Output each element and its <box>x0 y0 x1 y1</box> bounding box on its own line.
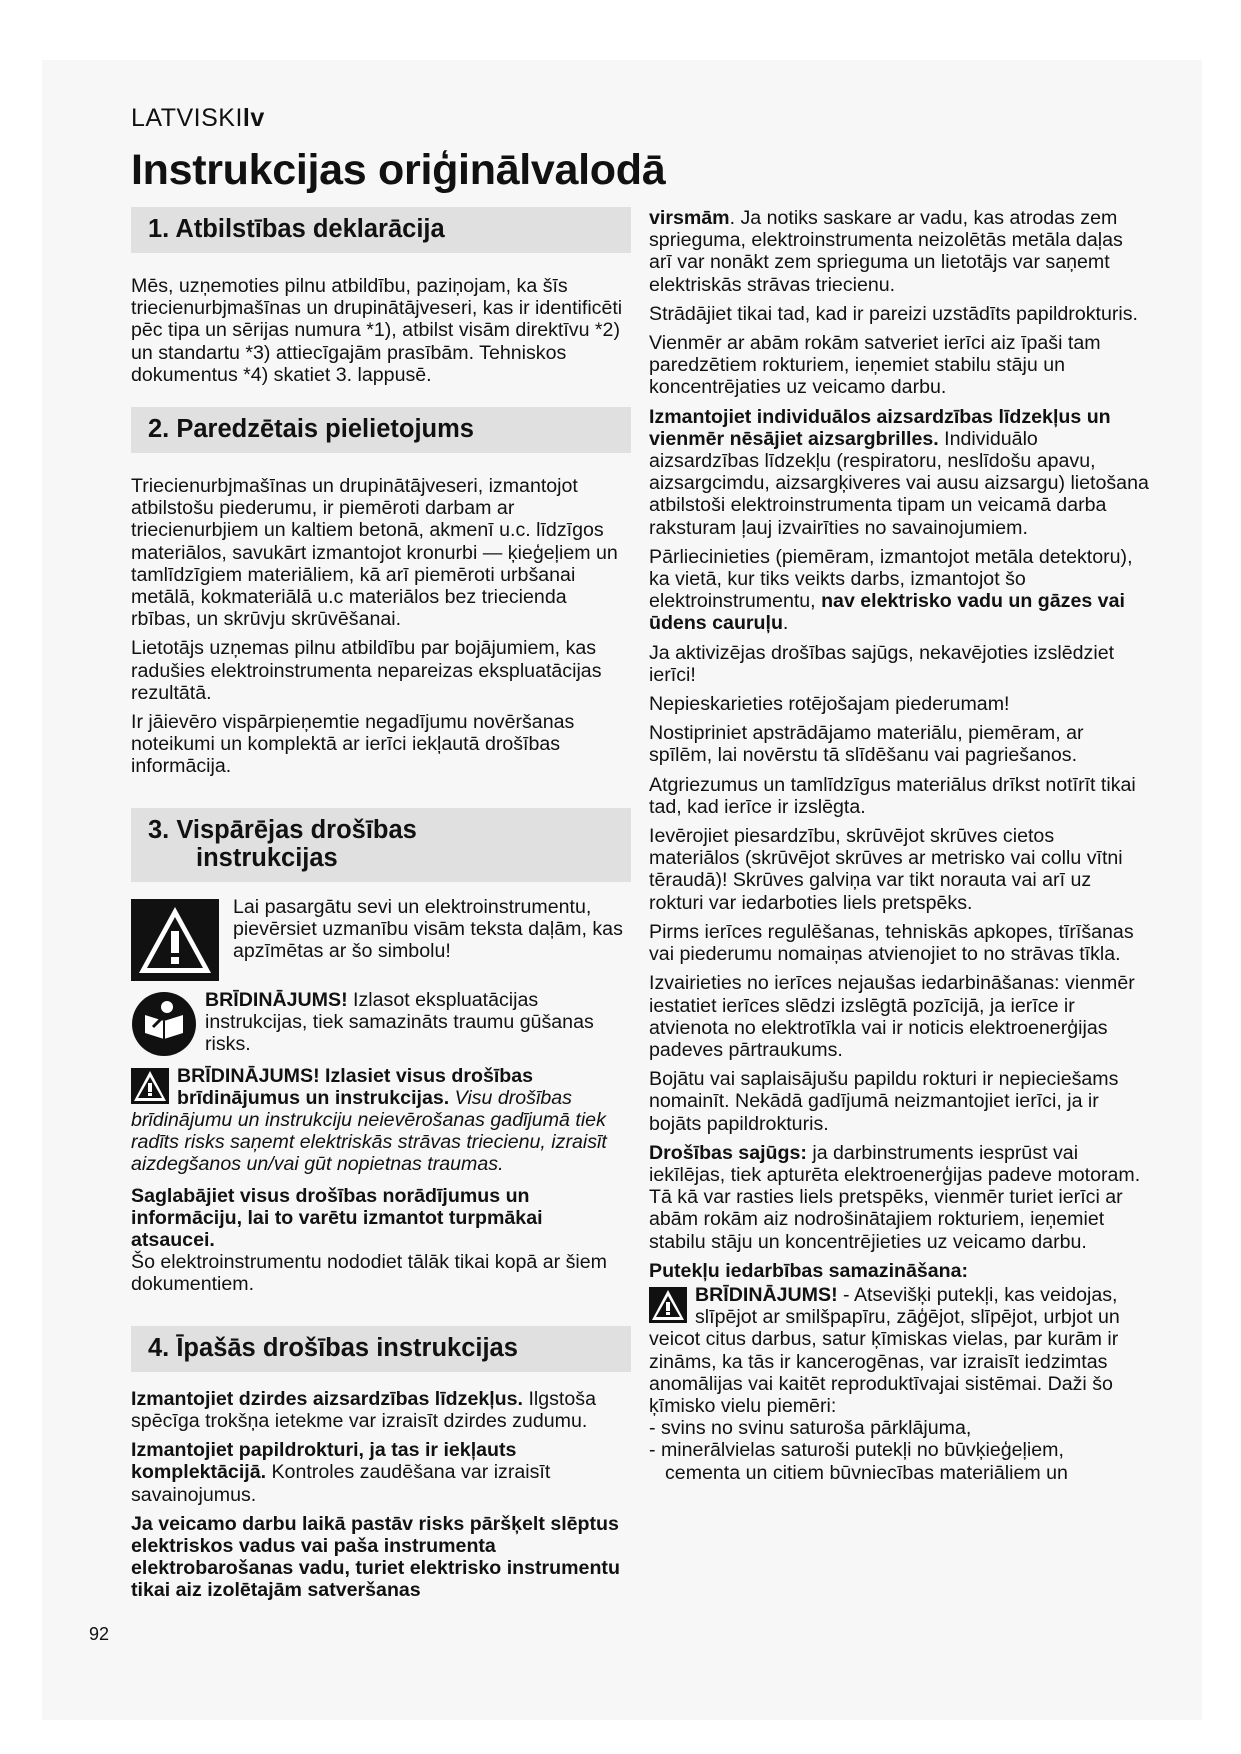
paragraph: Strādājiet tikai tad, kad ir pareizi uzstādīts papildrokturis. <box>649 302 1138 325</box>
page-number: 92 <box>89 1624 110 1644</box>
warning-text: Visu drošības brīdinājumu un instrukciju neievērošanas gadījumā tiek radīts risks saņemt elektriskās strāvas triecienu, izraisīt aizdegšanos un/vai gūt nopietnas traumas. <box>131 1086 607 1176</box>
warning-label: BRĪDINĀJUMS! <box>695 1283 838 1306</box>
paragraph: Bojātu vai saplaisājušu papildu rokturi ir nepieciešams nomainīt. Nekādā gadījumā neizmantojiet ierīci, ja ir bojāts papildrokturis. <box>649 1068 1119 1135</box>
paragraph: Lietotājs uzņemas pilnu atbildību par bojājumiem, kas radušies elektroinstrumenta nepareizas ekspluatācijas rezultātā. <box>131 637 602 704</box>
language-header: LATVISKIlv <box>131 104 265 132</box>
paragraph: Vienmēr ar abām rokām satveriet ierīci aiz īpaši tam paredzētiem rokturiem, ieņemiet stabilu stāju un koncentrējaties uz veicamo darbu. <box>649 332 1101 399</box>
list-item: - svins no svinu saturoša pārklājuma, <box>649 1417 972 1440</box>
right-column <box>649 207 1149 1484</box>
paragraph: Ja veicamo darbu laikā pastāv risks pāršķelt slēptus elektriskos vadus vai paša instrumenta elektrobarošanas vadu, turiet elektrisko instrumentu tikai aiz izolētajām satveršanas <box>131 1512 620 1602</box>
section-heading-1: 1. Atbilstības deklarācija <box>131 207 631 253</box>
warning-triangle-icon <box>131 899 219 981</box>
paragraph: Ievērojiet piesardzību, skrūvējot skrūves cietos materiālos (skrūvējot skrūves ar metrisko vai collu vītni tēraudā)! Skrūves galviņa var tikt norauta vai arī uz rokturi var iedarboties liels pretspēks. <box>649 825 1123 914</box>
paragraph: Nostipriniet apstrādājamo materiālu, piemēram, ar spīlēm, lai novērstu tā slīdēšanu vai pagriešanos. <box>649 722 1084 767</box>
dust-warning-block <box>649 1284 1149 1417</box>
paragraph: Mēs, uzņemoties pilnu atbildību, paziņojam, ka šīs triecienurbjmašīnas un drupinātājveseri, kas ir identificēti pēc tipa un sērijas numura *1), atbilst visām direktīvu *2) un standartu *3) attiecīgajām prasībām. Tehniskos dokumentus *4) skatiet 3. lappusē. <box>131 275 623 386</box>
warning-label: BRĪDINĀJUMS! <box>205 988 348 1011</box>
paragraph: Izmantojiet dzirdes aizsardzības līdzekļus. Ilgstoša spēcīga trokšņa ietekme var izraisīt dzirdes zudumu. <box>131 1387 596 1432</box>
paragraph: Izmantojiet individuālos aizsardzības līdzekļus un vienmēr nēsājiet aizsargbrilles. Individuālo aizsardzības līdzekļu (respiratoru, neslīdošu apavu, aizsargcimdu, aizsargķiveres vai ausu aizsargu) lietošana atbilstoši elektroinstrumenta tipam un veicamā darba raksturam ļauj izvairīties no savainojumiem. <box>649 405 1149 539</box>
paragraph: Ja aktivizējas drošības sajūgs, nekavējoties izslēdziet ierīci! <box>649 641 1115 686</box>
warning-symbol-text: Lai pasargātu sevi un elektroinstrumentu, pievērsiet uzmanību visām teksta daļām, kas apzīmētas ar šo simbolu! <box>233 895 623 963</box>
read-manual-row <box>131 989 631 1057</box>
list-item: - minerālvielas saturoši putekļi no būvķieģeļiem, <box>649 1439 1064 1462</box>
section-heading-2: 2. Paredzētais pielietojums <box>131 407 631 453</box>
paragraph: Triecienurbjmašīnas un drupinātājveseri, izmantojot atbilstošu piederumu, ir piemēroti darbam ar triecienurbjiem un kaltiem betonā, akmenī u.c. līdzīgos materiālos, savukārt izmantojot kronurbi — ķieģeļiem un tamlīdzīgiem materiāliem, kā arī piemēroti urbšanai metālā, kokmateriālā u.c materiālos bez triecienda rbības, un skrūvju skrūvēšanai. <box>131 475 618 631</box>
read-warnings-block <box>131 1065 631 1176</box>
list-item-continuation: cementa un citiem būvniecības materiāliem un <box>665 1461 1068 1484</box>
section-heading-4: 4. Īpašās drošības instrukcijas <box>131 1326 631 1372</box>
warning-text: - Atsevišķi putekļi, kas veidojas, slīpējot ar smilšpapīru, zāģējot, slīpējot, urbjot un veicot citus darbus, satur ķīmiskas vielas, par kurām ir zināms, ka tās ir kancerogēnas, var izraisīt iedzimtas anomālijas vai kaitēt reproduktīvajai sistēmai. Daži šo ķīmisko vielu piemēri: <box>649 1283 1120 1417</box>
paragraph: Atgriezumus un tamlīdzīgus materiālus drīkst notīrīt tikai tad, kad ierīce ir izslēgta. <box>649 773 1136 818</box>
paragraph: Nepieskarieties rotējošajam piederumam! <box>649 693 1010 716</box>
warning-triangle-icon <box>649 1287 687 1323</box>
subheading: Putekļu iedarbības samazināšana: <box>649 1259 969 1282</box>
paragraph: Pirms ierīces regulēšanas, tehniskās apkopes, tīrīšanas vai piederumu nomaiņas atvienojiet to no strāvas tīkla. <box>649 920 1134 966</box>
paragraph: Izvairieties no ierīces nejaušas iedarbināšanas: vienmēr iestatiet ierīces slēdzi izslēgtā pozīcijā, ja ierīce ir atvienota no elektrotīkla vai ir noticis elektroenerģijas padeves pārtraukums. <box>649 972 1135 1061</box>
paragraph: Drošības sajūgs: ja darbinstruments iesprūst vai iekīlējas, tiek apturēta elektroenerģijas padeve motoram. Tā kā var rasties liels pretspēks, vienmēr turiet ierīci ar abām rokām aiz nodrošinātajiem rokturiem, ieņemiet stabilu stāju un koncentrējieties uz veicamo darbu. <box>649 1141 1141 1253</box>
left-column <box>131 207 631 1609</box>
paragraph: Šo elektroinstrumentu nododiet tālāk tikai kopā ar šiem dokumentiem. <box>131 1251 607 1296</box>
page-title: Instrukcijas oriģinālvalodā <box>131 146 666 194</box>
warning-symbol-row <box>131 896 631 981</box>
read-manual-icon <box>131 991 197 1057</box>
warning-text: Izlasot ekspluatācijas instrukcijas, tiek samazināts traumu gūšanas risks. <box>205 988 594 1056</box>
paragraph: virsmām. Ja notiks saskare ar vadu, kas atrodas zem sprieguma, elektroinstrumenta neizolētās metāla daļas arī var nonākt zem sprieguma un lietotājs var saņemt elektriskās strāvas triecienu. <box>649 207 1123 296</box>
section-heading-3: 3. Vispārējas drošības instrukcijas <box>131 808 631 882</box>
warning-triangle-icon <box>131 1068 169 1104</box>
warning-label: BRĪDINĀJUMS! Izlasiet visus drošības brīdinājumus un instrukcijas. <box>177 1064 534 1109</box>
paragraph: Izmantojiet papildrokturi, ja tas ir iekļauts komplektācijā. Kontroles zaudēšana var izraisīt savainojumus. <box>131 1439 551 1506</box>
paragraph: Ir jāievēro vispārpieņemtie negadījumu novēršanas noteikumi un komplektā ar ierīci iekļautā drošības informācija. <box>131 711 575 778</box>
paragraph: Pārliecinieties (piemēram, izmantojot metāla detektoru), ka vietā, kur tiks veikts darbs, izmantojot šo elektroinstrumentu, nav elektrisko vadu un gāzes vai ūdens cauruļu. <box>649 545 1133 635</box>
paragraph: Saglabājiet visus drošības norādījumus un informāciju, lai to varētu izmantot turpmākai atsaucei. <box>131 1184 543 1252</box>
